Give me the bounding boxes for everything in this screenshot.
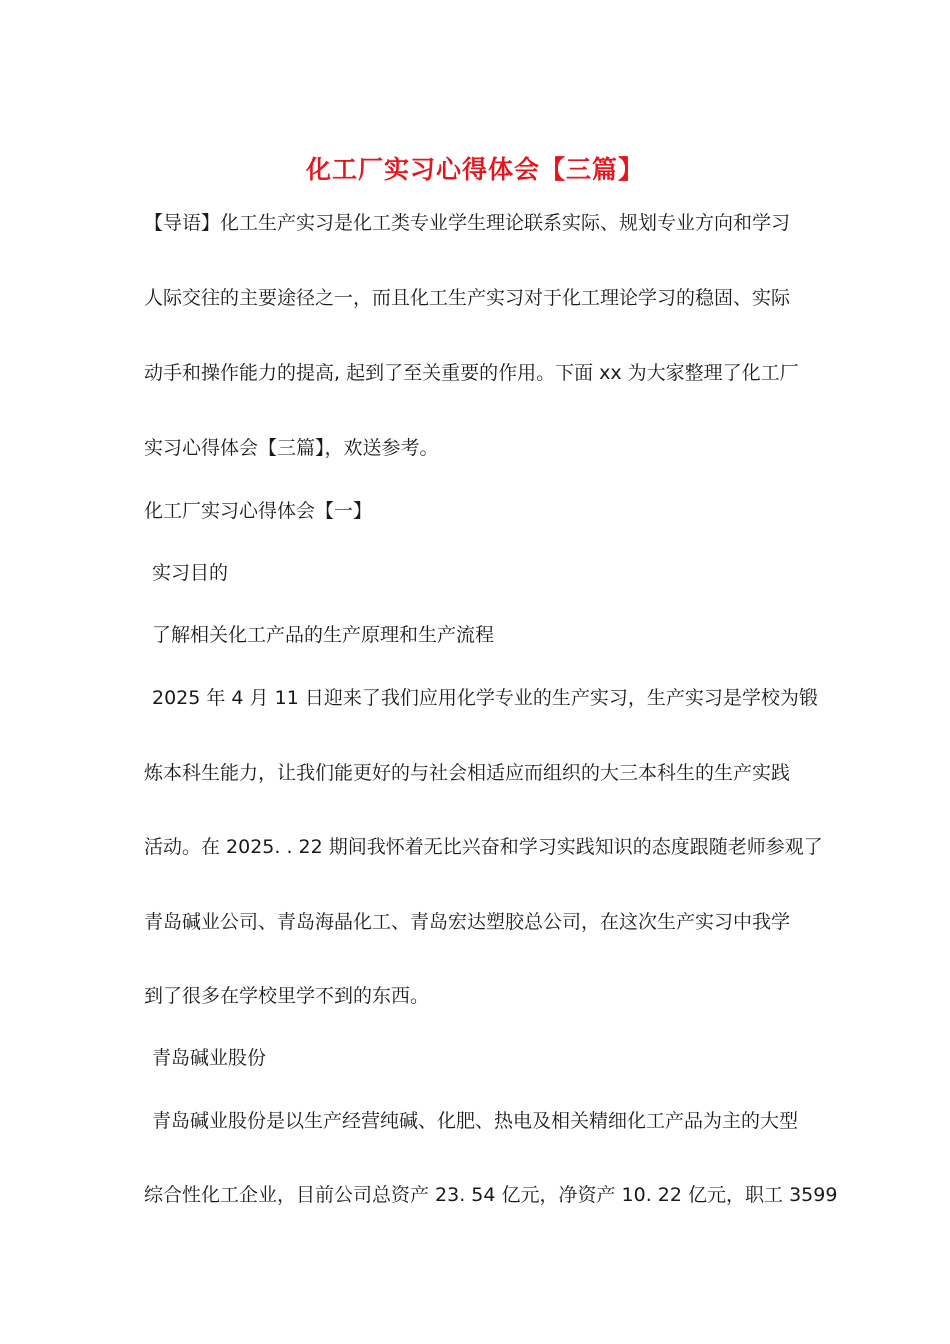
subheading-purpose: 实习目的 bbox=[152, 562, 229, 584]
intro-line-4: 实习心得体会【三篇】，欢送参考。 bbox=[144, 437, 439, 459]
section-heading-1: 化工厂实习心得体会【一】 bbox=[144, 500, 373, 522]
body-line-2: 炼本科生能力，让我们能更好的与社会相适应而组织的大三本科生的生产实践 bbox=[144, 762, 791, 784]
body-line-3: 活动。在 2025. . 22 期间我怀着无比兴奋和学习实践知识的态度跟随老师参观了 bbox=[144, 836, 823, 858]
intro-line-3: 动手和操作能力的提高, 起到了至关重要的作用。下面 xx 为大家整理了化工厂 bbox=[144, 362, 799, 384]
document-title: 化工厂实习心得体会【三篇】 bbox=[305, 155, 644, 184]
intro-line-2: 人际交往的主要途径之一，而且化工生产实习对于化工理论学习的稳固、实际 bbox=[144, 287, 791, 309]
company-line-1: 青岛碱业股份是以生产经营纯碱、化肥、热电及相关精细化工产品为主的大型 bbox=[152, 1110, 799, 1132]
purpose-text: 了解相关化工产品的生产原理和生产流程 bbox=[152, 624, 495, 646]
body-line-4: 青岛碱业公司、青岛海晶化工、青岛宏达塑胶总公司，在这次生产实习中我学 bbox=[144, 911, 791, 933]
company-line-2: 综合性化工企业，目前公司总资产 23. 54 亿元，净资产 10. 22 亿元，职工 3599 bbox=[144, 1184, 838, 1206]
body-line-1: 2025 年 4 月 11 日迎来了我们应用化学专业的生产实习，生产实习是学校为锻 bbox=[152, 687, 818, 709]
body-line-5: 到了很多在学校里学不到的东西。 bbox=[144, 985, 430, 1007]
subheading-company: 青岛碱业股份 bbox=[152, 1047, 267, 1069]
intro-line-1: 【导语】化工生产实习是化工类专业学生理论联系实际、规划专业方向和学习 bbox=[144, 212, 791, 234]
